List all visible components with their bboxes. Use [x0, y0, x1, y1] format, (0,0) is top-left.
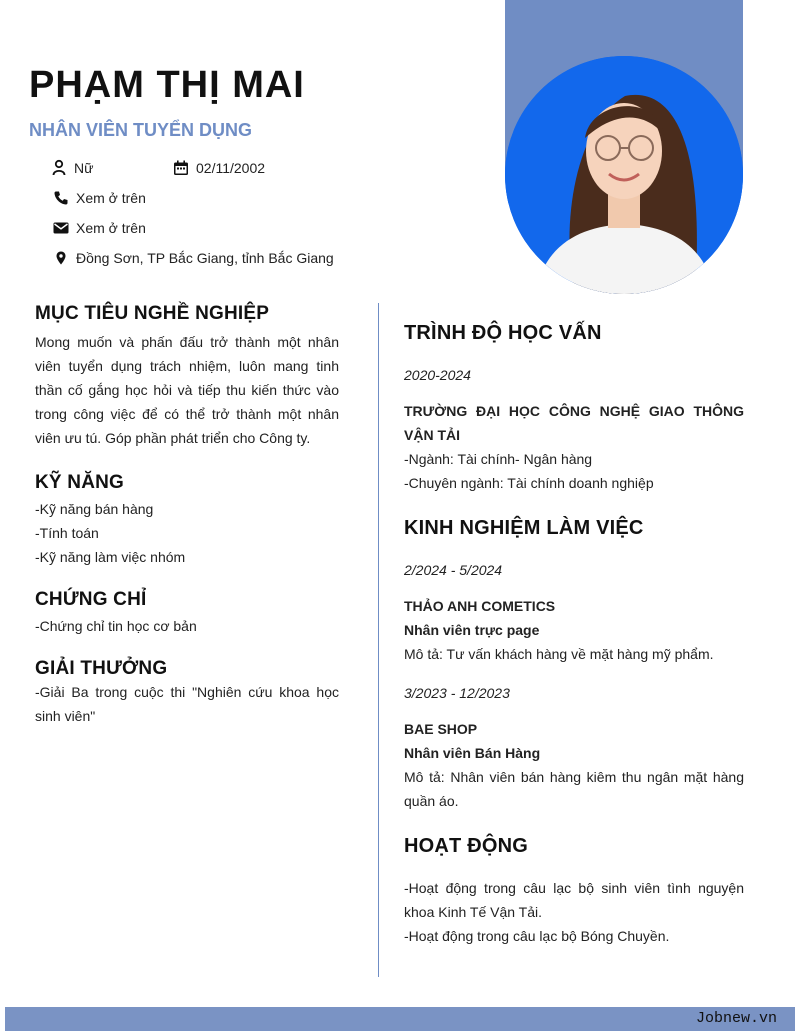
info-phone [52, 189, 146, 207]
list-item: -Chứng chỉ tin học cơ bản [35, 618, 197, 634]
candidate-role: NHÂN VIÊN TUYỂN DỤNG [29, 120, 253, 140]
list-item: -Hoạt động trong câu lạc bộ sinh viên tình nguyện khoa Kinh Tế Vận Tải. [404, 880, 744, 920]
birthday-value: 02/11/2002 [196, 160, 266, 176]
list-item: -Kỹ năng làm việc nhóm [35, 549, 186, 565]
location-pin-icon [52, 249, 70, 267]
education-heading: TRÌNH ĐỘ HỌC VẤN [404, 322, 602, 344]
gender-value: Nữ [74, 160, 94, 176]
job-position: Nhân viên trực page [404, 622, 540, 638]
info-email [52, 219, 146, 237]
objective-heading: MỤC TIÊU NGHỀ NGHIỆP [35, 303, 270, 324]
skills-heading: KỸ NĂNG [35, 472, 125, 493]
person-icon [50, 159, 68, 177]
info-birthday [172, 159, 265, 177]
candidate-name: PHẠM THỊ MAI [29, 64, 305, 106]
phone-icon [52, 189, 70, 207]
list-item: -Hoạt động trong câu lạc bộ Bóng Chuyền. [404, 928, 670, 944]
calendar-icon [172, 159, 190, 177]
awards-heading: GIẢI THƯỞNG [35, 658, 168, 679]
column-divider [378, 303, 379, 977]
footer-bar [5, 1007, 795, 1031]
job-entry [404, 681, 744, 813]
right-column [404, 322, 744, 948]
experience-heading: KINH NGHIỆM LÀM VIỆC [404, 517, 644, 539]
job-company: THẢO ANH COMETICS [404, 598, 556, 614]
skills-list [35, 497, 339, 569]
address-value: Đồng Sơn, TP Bắc Giang, tỉnh Bắc Giang [76, 250, 334, 266]
education-major: -Ngành: Tài chính- Ngân hàng [404, 451, 593, 467]
activities-heading: HOẠT ĐỘNG [404, 835, 529, 857]
certificates-list [35, 614, 339, 638]
job-entry [404, 558, 744, 666]
education-specialty: -Chuyên ngành: Tài chính doanh nghiệp [404, 475, 654, 491]
activities-list [404, 876, 744, 948]
job-company: BAE SHOP [404, 721, 478, 737]
list-item: -Giải Ba trong cuộc thi "Nghiên cứu khoa học sinh viên" [35, 684, 339, 724]
certificates-heading: CHỨNG CHỈ [35, 589, 147, 610]
phone-value: Xem ở trên [76, 190, 146, 206]
info-gender [50, 159, 93, 177]
job-description: Mô tả: Tư vấn khách hàng về mặt hàng mỹ phẩm. [404, 646, 714, 662]
footer-brand: Jobnew.vn [695, 1010, 777, 1027]
envelope-icon [52, 219, 70, 237]
awards-list [35, 680, 339, 728]
list-item: -Kỹ năng bán hàng [35, 501, 154, 517]
job-description: Mô tả: Nhân viên bán hàng kiêm thu ngân mặt hàng quần áo. [404, 769, 744, 809]
job-period: 2/2024 - 5/2024 [404, 562, 503, 578]
job-period: 3/2023 - 12/2023 [404, 685, 510, 701]
info-address [52, 249, 334, 267]
education-period: 2020-2024 [404, 367, 471, 383]
school-name: TRƯỜNG ĐẠI HỌC CÔNG NGHỆ GIAO THÔNG VẬN TẢI [404, 403, 744, 443]
profile-photo [505, 56, 743, 294]
objective-text: Mong muốn và phấn đấu trở thành một nhân viên tuyển dụng trách nhiệm, luôn mang tinh thần cố gắng học hỏi và tiếp thu kiến thức vào trong công việc để có thể trở thành một nhân viên ưu tú. Góp phần phát triển cho Công ty. [35, 334, 339, 446]
job-position: Nhân viên Bán Hàng [404, 745, 541, 761]
left-column [35, 303, 339, 728]
list-item: -Tính toán [35, 525, 99, 541]
email-value: Xem ở trên [76, 220, 146, 236]
